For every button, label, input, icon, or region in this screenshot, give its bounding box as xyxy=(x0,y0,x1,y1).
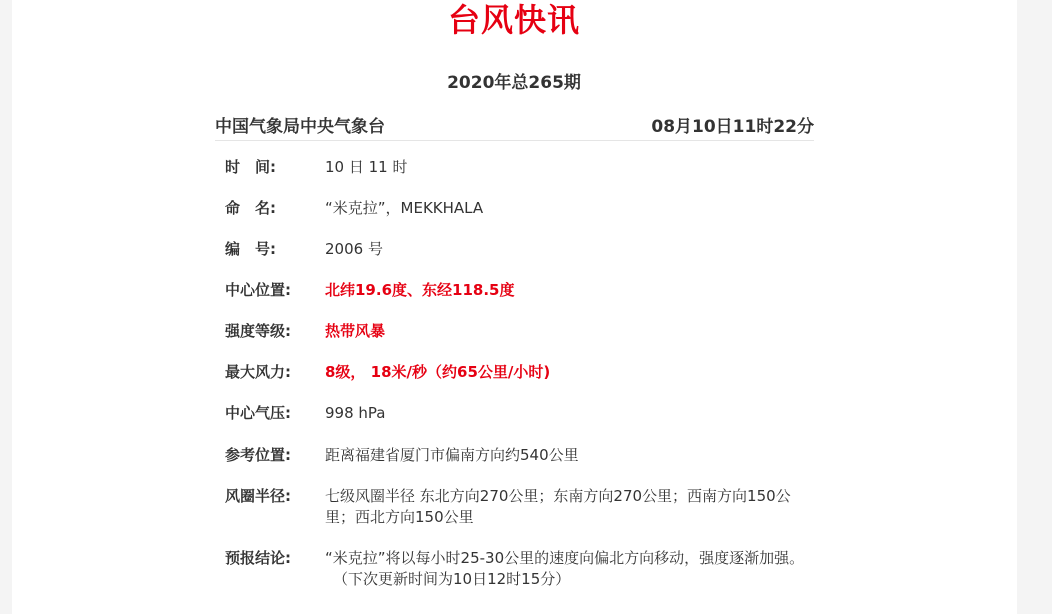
row-value: 北纬19.6度、东经118.5度 xyxy=(325,281,515,299)
row-value: 998 hPa xyxy=(325,404,386,422)
row-label: 编 号: xyxy=(225,240,276,258)
row-value: 七级风圈半径 东北方向270公里；东南方向270公里；西南方向150公里；西北方向150公里 xyxy=(325,487,791,526)
row-value: 10 日 11 时 xyxy=(325,158,408,176)
row-value: 距离福建省厦门市偏南方向约540公里 xyxy=(325,446,579,464)
next-update-note: （下次更新时间为10日12时15分） xyxy=(333,570,571,588)
row-label: 强度等级: xyxy=(225,322,291,340)
issued-time: 08月10日11时22分 xyxy=(651,117,814,137)
row-value: 8级， 18米/秒（约65公里/小时) xyxy=(325,363,551,381)
row-value: 热带风暴 xyxy=(325,322,386,340)
row-value: 2006 号 xyxy=(325,240,383,258)
row-label: 中心位置: xyxy=(225,281,291,299)
row-label: 预报结论: xyxy=(225,549,291,567)
forecast-text: “米克拉”将以每小时25-30公里的速度向偏北方向移动，强度逐渐加强。 xyxy=(325,549,805,567)
row-label: 命 名: xyxy=(225,199,276,217)
page-title: 台风快讯 xyxy=(447,1,580,39)
row-label: 中心气压: xyxy=(225,404,291,422)
issue-number: 2020年总265期 xyxy=(447,73,581,93)
row-label: 风圈半径: xyxy=(225,487,291,505)
bulletin-header xyxy=(215,112,814,141)
row-label: 时 间: xyxy=(225,158,276,176)
row-value-container xyxy=(325,548,805,590)
row-value: “米克拉”，MEKKHALA xyxy=(325,199,484,217)
row-label: 最大风力: xyxy=(225,363,291,381)
row-label: 参考位置: xyxy=(225,446,291,464)
agency-name: 中国气象局中央气象台 xyxy=(215,117,385,137)
